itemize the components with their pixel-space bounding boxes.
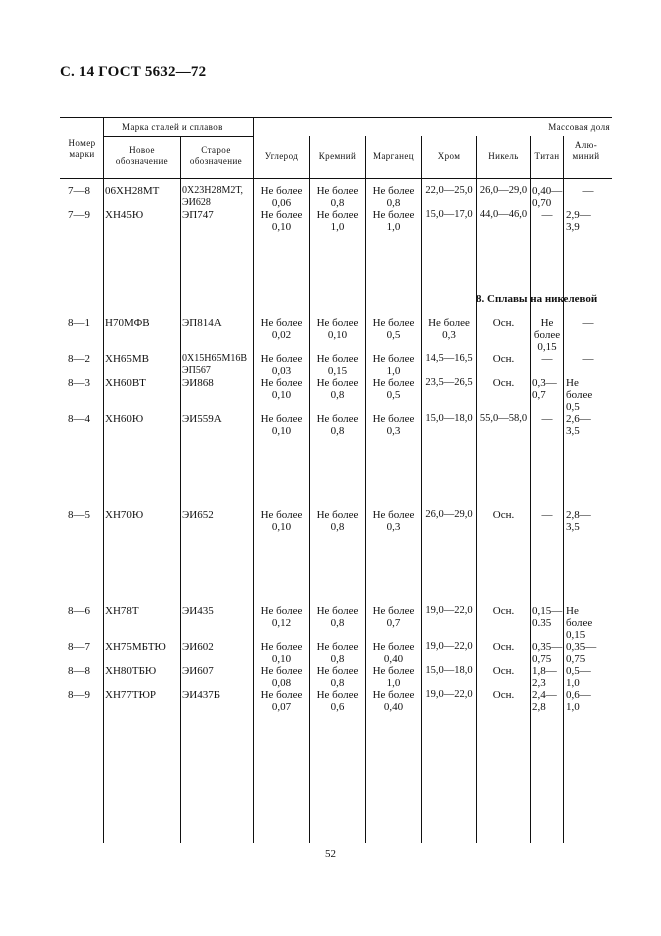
col-rule-1 <box>103 117 104 843</box>
cell-chromium: 19,0—22,0 <box>425 689 473 700</box>
page-title: С. 14 ГОСТ 5632—72 <box>60 64 207 80</box>
cell-silicon: Не более 0,8 <box>316 377 359 401</box>
cell-nickel: Осн. <box>492 605 515 617</box>
cell-aluminum: — <box>582 185 594 197</box>
cell-new-designation: ХН77ТЮР <box>105 689 157 701</box>
cell-old-designation: ЭИ868 <box>182 377 214 389</box>
cell-aluminum: 2,8— 3,5 <box>566 509 591 533</box>
cell-old-designation: 0Х15Н65М16В ЭП567 <box>182 353 248 376</box>
header-silicon: Кремний <box>318 151 357 161</box>
cell-chromium: 19,0—22,0 <box>425 605 473 616</box>
cell-silicon: Не более 0,8 <box>316 185 359 209</box>
cell-titanium: 2,4— 2,8 <box>532 689 557 713</box>
cell-aluminum: 2,9— 3,9 <box>566 209 591 233</box>
cell-nickel: Осн. <box>492 317 515 329</box>
cell-manganese: Не более 1,0 <box>372 209 415 233</box>
cell-old-designation: ЭП747 <box>182 209 214 221</box>
cell-aluminum: 0,6— 1,0 <box>566 689 591 713</box>
header-chromium: Хром <box>437 151 461 161</box>
cell-number: 8—6 <box>68 605 90 617</box>
cell-silicon: Не более 0,10 <box>316 317 359 341</box>
header-manganese: Марганец <box>372 151 414 161</box>
cell-titanium: 0,15— 0.35 <box>532 605 563 629</box>
cell-manganese: Не более 0,5 <box>372 317 415 341</box>
cell-nickel: 44,0—46,0 <box>479 209 528 220</box>
cell-titanium: — <box>541 509 553 521</box>
cell-nickel: 55,0—58,0 <box>479 413 528 424</box>
cell-aluminum: 0,5— 1,0 <box>566 665 591 689</box>
cell-titanium: Не более 0,15 <box>533 317 561 353</box>
cell-old-designation: 0Х23Н28М2Т, ЭИ628 <box>182 185 243 208</box>
cell-carbon: Не более 0,10 <box>260 413 303 437</box>
cell-number: 8—3 <box>68 377 90 389</box>
cell-new-designation: ХН65МВ <box>105 353 150 365</box>
cell-number: 8—4 <box>68 413 90 425</box>
cell-old-designation: ЭИ607 <box>182 665 214 677</box>
cell-titanium: 1,8— 2,3 <box>532 665 557 689</box>
cell-nickel: Осн. <box>492 641 515 653</box>
cell-manganese: Не более 0,40 <box>372 641 415 665</box>
header-divider <box>103 136 253 137</box>
cell-aluminum: 0,35— 0,75 <box>566 641 597 665</box>
cell-silicon: Не более 0,15 <box>316 353 359 377</box>
cell-nickel: Осн. <box>492 689 515 701</box>
cell-silicon: Не более 0,6 <box>316 689 359 713</box>
cell-number: 8—1 <box>68 317 90 329</box>
cell-carbon: Не более 0,08 <box>260 665 303 689</box>
table-top-rule <box>60 117 612 118</box>
cell-manganese: Не более 0,40 <box>372 689 415 713</box>
cell-chromium: 14,5—16,5 <box>425 353 473 364</box>
cell-carbon: Не более 0,07 <box>260 689 303 713</box>
cell-number: 8—8 <box>68 665 90 677</box>
cell-chromium: 23,5—26,5 <box>425 377 473 388</box>
cell-carbon: Не более 0,10 <box>260 509 303 533</box>
cell-carbon: Не более 0,10 <box>260 641 303 665</box>
cell-new-designation: ХН60Ю <box>105 413 144 425</box>
cell-aluminum: 2,6— 3,5 <box>566 413 591 437</box>
cell-new-designation: ХН70Ю <box>105 509 144 521</box>
cell-new-designation: ХН75МБТЮ <box>105 641 166 653</box>
cell-chromium: 15,0—18,0 <box>425 665 473 676</box>
cell-titanium: 0,40— 0,70 <box>532 185 563 209</box>
cell-number: 8—5 <box>68 509 90 521</box>
cell-old-designation: ЭИ435 <box>182 605 214 617</box>
cell-silicon: Не более 0,8 <box>316 665 359 689</box>
cell-old-designation: ЭИ652 <box>182 509 214 521</box>
cell-number: 7—8 <box>68 185 90 197</box>
cell-nickel: Осн. <box>492 353 515 365</box>
cell-manganese: Не более 0,8 <box>372 185 415 209</box>
cell-new-designation: Н70МФВ <box>105 317 150 329</box>
cell-aluminum: — <box>582 353 594 365</box>
cell-nickel: 26,0—29,0 <box>479 185 528 196</box>
cell-carbon: Не более 0,10 <box>260 209 303 233</box>
cell-chromium: 19,0—22,0 <box>425 641 473 652</box>
cell-titanium: — <box>541 413 553 425</box>
cell-new-designation: ХН80ТБЮ <box>105 665 157 677</box>
cell-old-designation: ЭИ437Б <box>182 689 221 701</box>
cell-old-designation: ЭИ559А <box>182 413 222 425</box>
section-title: 8. Сплавы на никелевой <box>476 293 598 305</box>
cell-manganese: Не более 0,3 <box>372 413 415 437</box>
cell-new-designation: ХН60ВТ <box>105 377 146 389</box>
cell-titanium: 0,35— 0,75 <box>532 641 563 665</box>
cell-manganese: Не более 0,7 <box>372 605 415 629</box>
cell-nickel: Осн. <box>492 665 515 677</box>
header-titanium: Титан <box>534 151 560 161</box>
cell-carbon: Не более 0,03 <box>260 353 303 377</box>
cell-silicon: Не более 0,8 <box>316 413 359 437</box>
cell-chromium: 22,0—25,0 <box>425 185 473 196</box>
cell-silicon: Не более 0,8 <box>316 641 359 665</box>
col-rule-4 <box>309 136 310 843</box>
col-rule-9 <box>563 136 564 843</box>
cell-number: 8—9 <box>68 689 90 701</box>
cell-new-designation: ХН45Ю <box>105 209 144 221</box>
page-number: 52 <box>325 848 336 860</box>
header-nickel: Никель <box>488 151 519 161</box>
col-rule-7 <box>476 136 477 843</box>
cell-silicon: Не более 0,8 <box>316 605 359 629</box>
cell-carbon: Не более 0,12 <box>260 605 303 629</box>
header-carbon: Углерод <box>264 151 299 161</box>
cell-number: 8—2 <box>68 353 90 365</box>
cell-nickel: Осн. <box>492 509 515 521</box>
cell-chromium: 26,0—29,0 <box>425 509 473 520</box>
cell-new-designation: ХН78Т <box>105 605 139 617</box>
col-rule-2 <box>180 136 181 843</box>
cell-carbon: Не более 0,02 <box>260 317 303 341</box>
cell-silicon: Не более 1,0 <box>316 209 359 233</box>
cell-chromium: 15,0—18,0 <box>425 413 473 424</box>
cell-manganese: Не более 0,5 <box>372 377 415 401</box>
header-mark-number: Номер марки <box>68 138 96 159</box>
cell-nickel: Осн. <box>492 377 515 389</box>
cell-number: 8—7 <box>68 641 90 653</box>
cell-new-designation: 06ХН28МТ <box>105 185 160 197</box>
col-rule-8 <box>530 136 531 843</box>
header-old-designation: Старое обозначение <box>189 145 243 166</box>
cell-titanium: 0,3— 0,7 <box>532 377 557 401</box>
cell-aluminum: Не более 0,5 <box>566 377 593 413</box>
cell-old-designation: ЭИ602 <box>182 641 214 653</box>
col-rule-5 <box>365 136 366 843</box>
cell-chromium: Не более 0,3 <box>428 317 470 341</box>
header-grade-group: Марка сталей и сплавов <box>122 122 223 132</box>
cell-titanium: — <box>541 209 553 221</box>
cell-carbon: Не более 0,10 <box>260 377 303 401</box>
cell-silicon: Не более 0,8 <box>316 509 359 533</box>
cell-titanium: — <box>541 353 553 365</box>
cell-manganese: Не более 1,0 <box>372 353 415 377</box>
cell-manganese: Не более 0,3 <box>372 509 415 533</box>
header-aluminum: Алю-миний <box>572 140 600 161</box>
header-new-designation: Новое обозначение <box>115 145 169 166</box>
cell-manganese: Не более 1,0 <box>372 665 415 689</box>
col-rule-6 <box>421 136 422 843</box>
cell-aluminum: — <box>582 317 594 329</box>
cell-carbon: Не более 0,06 <box>260 185 303 209</box>
cell-number: 7—9 <box>68 209 90 221</box>
cell-aluminum: Не более 0,15 <box>566 605 593 641</box>
cell-chromium: 15,0—17,0 <box>425 209 473 220</box>
header-mass-fraction: Массовая доля <box>548 122 610 132</box>
cell-old-designation: ЭП814А <box>182 317 222 329</box>
